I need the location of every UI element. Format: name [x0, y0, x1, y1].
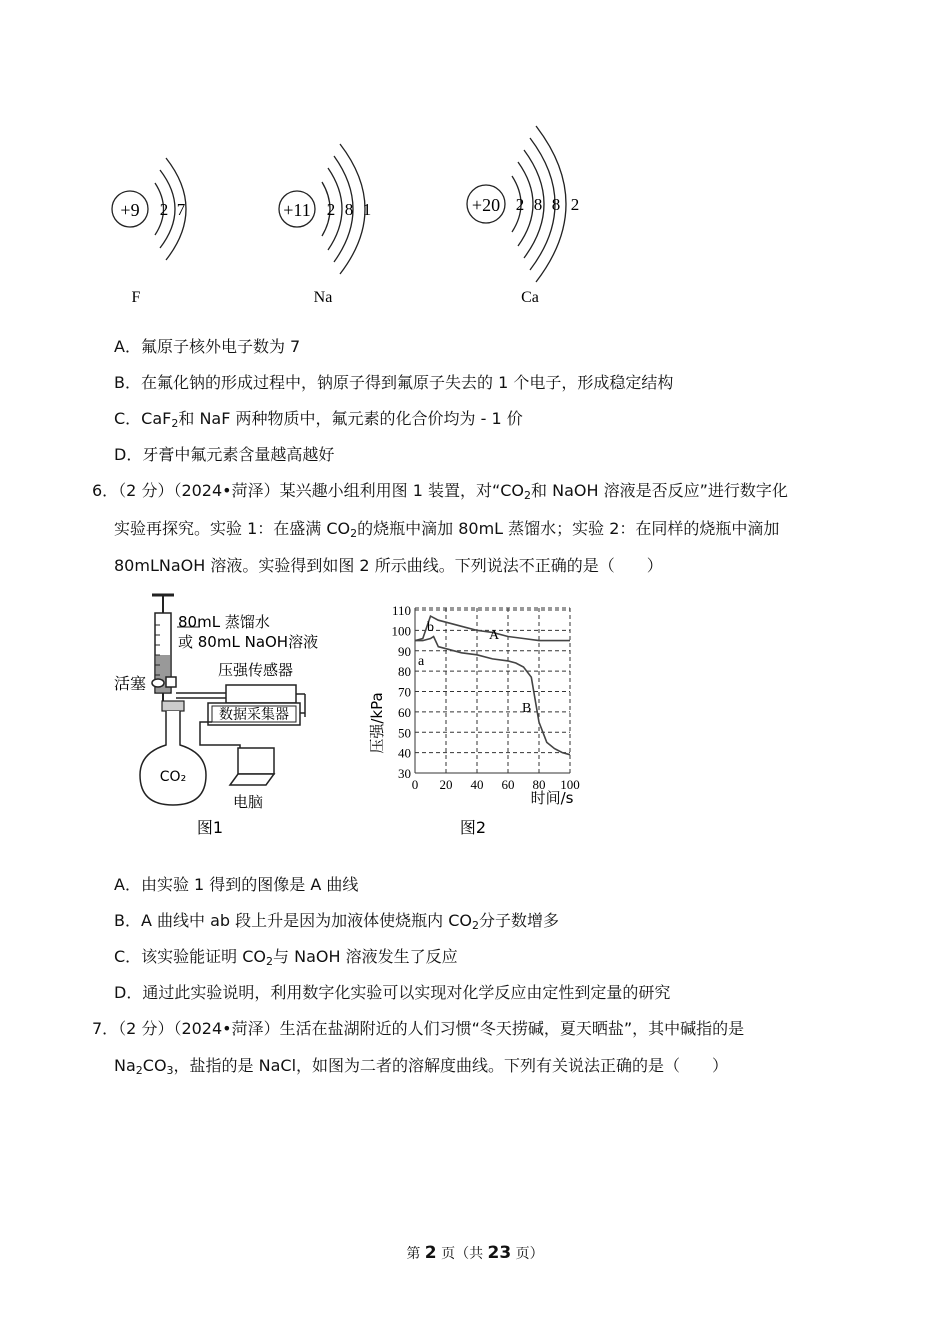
chart-xlabel: 时间/s	[530, 789, 574, 807]
shell-ca-2: 8	[533, 195, 543, 214]
atom-calcium	[467, 126, 579, 306]
point-b-label: b	[427, 620, 434, 635]
shell-ca-3: 8	[551, 195, 561, 214]
figure1-apparatus	[100, 585, 340, 845]
figure1-caption: 图1	[196, 818, 224, 837]
nucleus-na: +11	[283, 200, 311, 220]
y-tick-50: 50	[398, 725, 411, 741]
atom-fluorine	[112, 158, 186, 306]
y-tick-90: 90	[398, 643, 411, 659]
y-tick-40: 40	[398, 745, 411, 761]
q6-option-b: B．A 曲线中 ab 段上升是因为加液体使烧瓶内 $CO_2$分子数增多	[114, 911, 560, 932]
y-tick-30: 30	[398, 766, 411, 781]
shell-f-2: 7	[176, 200, 186, 219]
label-f: F	[131, 289, 141, 306]
x-tick-20: 20	[439, 777, 453, 792]
x-tick-100: 100	[560, 777, 580, 792]
curve-b-label: B	[522, 701, 532, 716]
label-ca: Ca	[521, 289, 539, 306]
x-tick-80: 80	[532, 777, 546, 792]
valve-label: 活塞	[114, 674, 147, 693]
shell-na-1: 2	[326, 200, 336, 219]
atom-sodium	[279, 144, 371, 306]
q5-option-c: C．CaF$_2$和 NaF 两种物质中，氟元素的化合价均为 - 1 价	[114, 409, 523, 430]
x-tick-60: 60	[501, 777, 515, 792]
label-na: Na	[313, 289, 333, 306]
y-tick-110: 110	[391, 603, 411, 618]
shell-f-1: 2	[159, 200, 169, 219]
figure2-chart	[360, 595, 600, 845]
q6-stem-line3: 80mLNaOH 溶液。实验得到如图 2 所示曲线。下列说法不正确的是（ ）	[114, 556, 663, 575]
nucleus-f: +9	[120, 200, 140, 220]
q5-option-d: D．牙膏中氟元素含量越高越好	[114, 445, 335, 464]
flask-label: CO₂	[159, 769, 187, 785]
q6-option-d: D．通过此实验说明，利用数字化实验可以实现对化学反应由定性到定量的研究	[114, 983, 671, 1002]
x-tick-40: 40	[470, 777, 484, 792]
figure2-caption: 图2	[459, 818, 487, 837]
point-a-label: a	[418, 654, 425, 669]
y-tick-100: 100	[391, 623, 411, 639]
y-tick-80: 80	[398, 664, 411, 680]
q5-option-b: B．在氟化钠的形成过程中，钠原子得到氟原子失去的 1 个电子，形成稳定结构	[114, 373, 674, 392]
shell-ca-1: 2	[515, 195, 525, 214]
page-footer: 第 2 页（共 23 页）	[406, 1243, 544, 1263]
x-tick-0: 0	[411, 777, 419, 792]
q5-option-a: A．氟原子核外电子数为 7	[114, 337, 301, 356]
chart-ylabel: 压强/kPa	[368, 692, 386, 754]
y-tick-60: 60	[398, 704, 411, 720]
atom-diagrams	[0, 0, 950, 320]
curve-a-label: A	[489, 628, 500, 643]
shell-ca-4: 2	[570, 195, 580, 214]
q6-option-c: C．该实验能证明 $CO_2$与 NaOH 溶液发生了反应	[114, 947, 458, 968]
q6-stem-line2: 实验再探究。实验 1：在盛满 $CO_2$的烧瓶中滴加 80mL 蒸馏水；实验 2：在同样的烧瓶中滴加	[114, 519, 780, 540]
shell-na-3: 1	[362, 200, 372, 219]
series-line-B	[415, 637, 570, 755]
syringe-label-2: 或 80mL NaOH溶液	[178, 633, 319, 651]
collector-label: 数据采集器	[219, 707, 289, 723]
nucleus-ca: +20	[471, 195, 501, 215]
syringe-label-1: 80mL 蒸馏水	[178, 613, 270, 631]
q6-option-a: A．由实验 1 得到的图像是 A 曲线	[114, 875, 359, 894]
q7-stem-line1: 7．（2 分）（2024•菏泽）生活在盐湖附近的人们习惯“冬天捞碱，夏天晒盐”，其中碱指的是	[92, 1019, 745, 1038]
shell-na-2: 8	[344, 200, 354, 219]
y-tick-70: 70	[398, 684, 411, 700]
computer-label: 电脑	[232, 793, 264, 811]
q6-stem-line1: 6．（2 分）（2024•菏泽）某兴趣小组利用图 1 装置，对“$CO_2$和 NaOH 溶液是否反应”进行数字化	[92, 481, 788, 502]
q7-stem-line2: $Na_2CO_3$，盐指的是 NaCl，如图为二者的溶解度曲线。下列有关说法正确的是（ ）	[114, 1056, 729, 1077]
sensor-label: 压强传感器	[218, 661, 294, 679]
